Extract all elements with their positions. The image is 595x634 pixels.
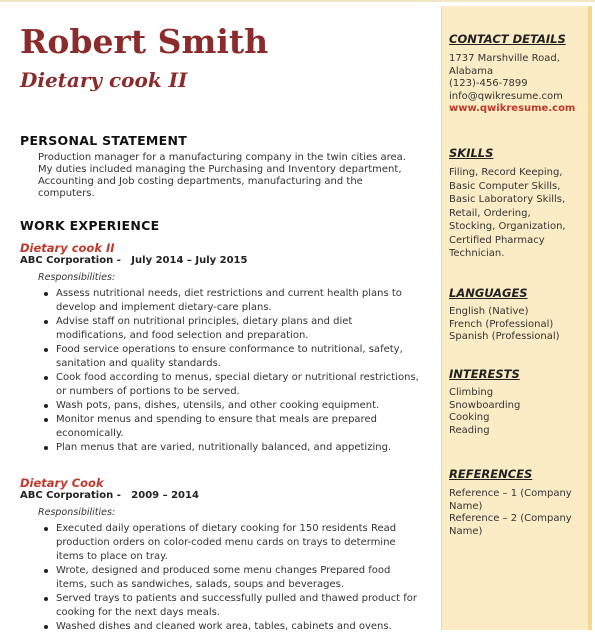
skills-text: Filing, Record Keeping, Basic Computer Skills, Basic Laboratory Skills, Retail, Ordering, Stocking, Organization, Certified Pharmacy Technician.: [449, 167, 566, 259]
list-item: Wash pots, pans, dishes, utensils, and other cooking equipment.: [40, 399, 420, 413]
list-item: Washed dishes and cleaned work area, tables, cabinets and ovens.: [40, 620, 420, 634]
job-1-role: Dietary cook II: [20, 241, 115, 255]
interests-list: [449, 387, 583, 437]
list-item: Advise staff on nutritional principles, dietary plans and diet modifications, and food selection and preparation.: [40, 315, 420, 343]
personal-statement-heading: PERSONAL STATEMENT: [20, 133, 188, 148]
list-item: English (Native): [449, 306, 529, 317]
contact-details: [449, 53, 583, 116]
job-1-bullets: [40, 287, 420, 455]
languages-list: [449, 306, 583, 344]
job-2-role: Dietary Cook: [20, 476, 104, 490]
job-2-company: ABC Corporation - 2009 – 2014: [20, 490, 199, 501]
job-2-responsibilities-label: Responsibilities:: [38, 507, 116, 518]
list-item: Snowboarding: [449, 399, 521, 411]
list-item: Monitor menus and spending to ensure that meals are prepared economically.: [40, 413, 420, 441]
references-list: [449, 488, 579, 538]
list-item: Wrote, designed and produced some menu changes Prepared food items, such as sandwiches, salads, soups and beverages.: [40, 564, 420, 592]
list-item: Plan menus that are varied, nutritionally balanced, and appetizing.: [40, 441, 420, 455]
contact-heading: CONTACT DETAILS: [449, 32, 566, 46]
list-item: French (Professional): [449, 318, 554, 330]
list-item: Executed daily operations of dietary cooking for 150 residents Read production orders on color-coded menu cards on trays to determine items to place on tray.: [40, 522, 420, 564]
contact-email[interactable]: info@qwikresume.com: [449, 90, 563, 102]
interests-heading: INTERESTS: [449, 367, 520, 381]
job-1-responsibilities-label: Responsibilities:: [38, 272, 116, 283]
skills-heading: SKILLS: [449, 146, 494, 160]
candidate-name: Robert Smith: [20, 22, 269, 61]
list-item: Reading: [449, 424, 490, 436]
contact-website-link[interactable]: www.qwikresume.com: [449, 103, 576, 114]
languages-heading: LANGUAGES: [449, 286, 528, 300]
candidate-title: Dietary cook II: [20, 68, 188, 92]
work-experience-heading: WORK EXPERIENCE: [20, 218, 160, 233]
list-item: Climbing: [449, 387, 494, 398]
job-2-bullets: [40, 522, 420, 634]
list-item: Assess nutritional needs, diet restrictions and current health plans to develop and implement dietary-care plans.: [40, 287, 420, 315]
references-heading: REFERENCES: [449, 467, 533, 481]
list-item: Food service operations to ensure conformance to nutritional, safety, sanitation and quality standards.: [40, 343, 420, 371]
contact-state: Alabama: [449, 65, 494, 77]
list-item: Cook food according to menus, special dietary or nutritional restrictions, or numbers of portions to be served.: [40, 371, 420, 399]
contact-address-line: 1737 Marshville Road,: [449, 53, 560, 64]
personal-statement-text: Production manager for a manufacturing company in the twin cities area. My duties included managing the Purchasing and Inventory department, Accounting and Job costing departments, manufacturing and the computers.: [38, 152, 406, 199]
contact-phone: (123)-456-7899: [449, 78, 528, 89]
list-item: Served trays to patients and successfully pulled and thawed product for cooking for the next days meals.: [40, 592, 420, 620]
list-item: Cooking: [449, 412, 490, 423]
list-item: Reference – 2 (Company Name): [449, 513, 572, 537]
list-item: Reference – 1 (Company Name): [449, 488, 572, 512]
list-item: Spanish (Professional): [449, 331, 560, 342]
job-1-company: ABC Corporation - July 2014 – July 2015: [20, 255, 248, 266]
